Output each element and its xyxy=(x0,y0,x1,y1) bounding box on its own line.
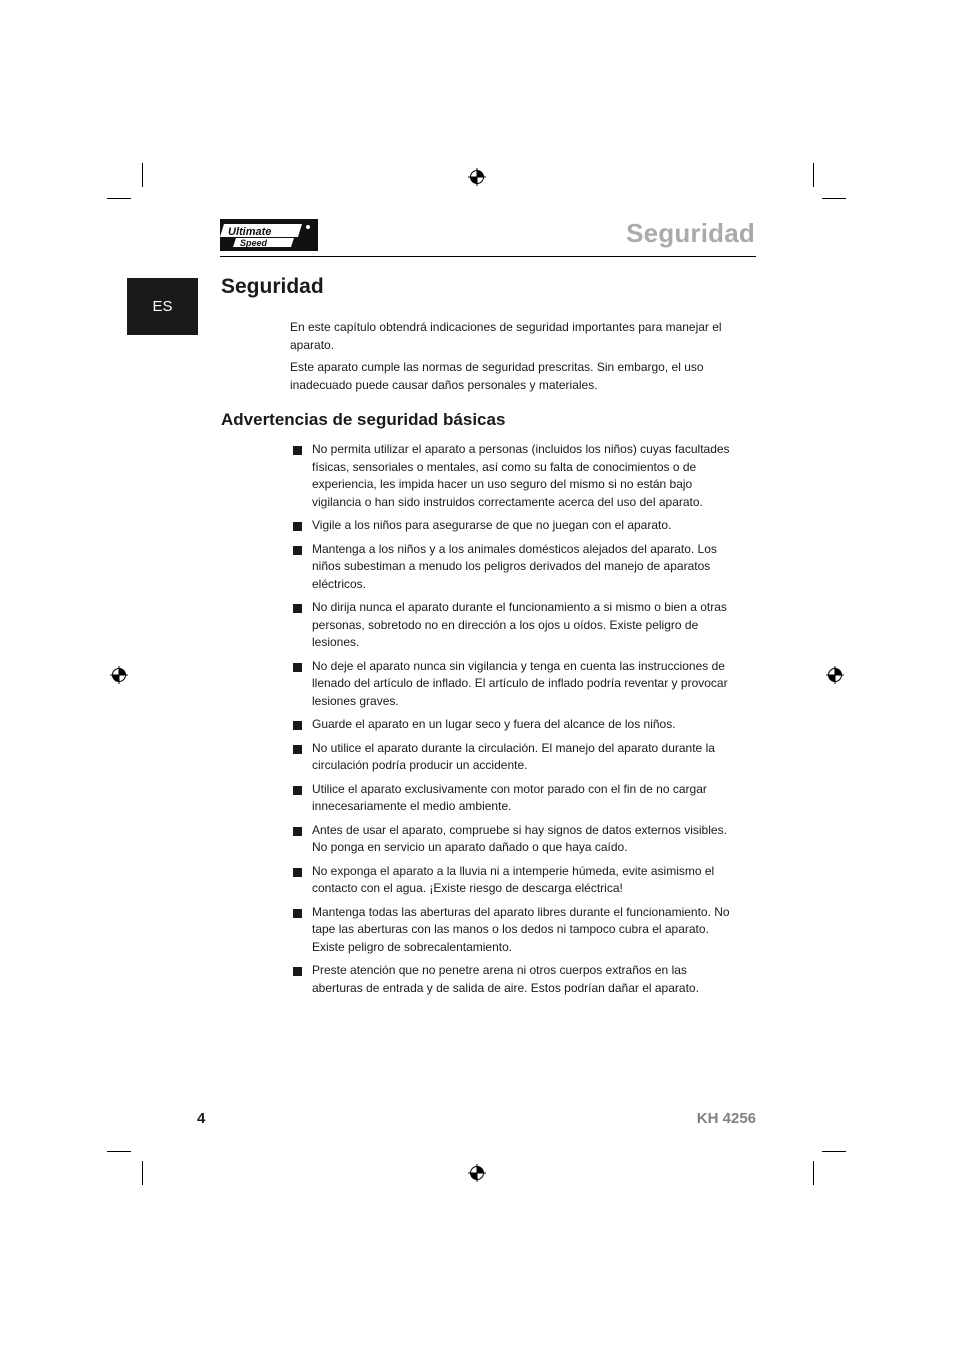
list-item-text: No utilice el aparato durante la circulación. El manejo del aparato durante la circulación podría producir un accidente. xyxy=(312,740,715,772)
square-bullet-icon xyxy=(293,663,302,672)
list-item xyxy=(290,716,730,734)
square-bullet-icon xyxy=(293,446,302,455)
crop-mark xyxy=(107,198,131,199)
list-item xyxy=(290,599,730,652)
page-number: 4 xyxy=(197,1110,206,1127)
list-item xyxy=(290,740,730,775)
crop-mark xyxy=(142,1161,143,1185)
intro-paragraph: Este aparato cumple las normas de seguridad prescritas. Sin embargo, el uso inadecuado puede causar daños personales y materiales. xyxy=(290,360,704,392)
crop-mark xyxy=(142,163,143,187)
model-number: KH 4256 xyxy=(696,1110,756,1127)
square-bullet-icon xyxy=(293,604,302,613)
registration-mark-icon xyxy=(826,666,844,684)
list-item-text: Preste atención que no penetre arena ni otros cuerpos extraños en las aberturas de entrada y de salida de aire. Estos podrían dañar el aparato. xyxy=(312,963,699,995)
ultimate-speed-logo xyxy=(220,219,318,251)
section-title: Seguridad xyxy=(221,275,324,298)
square-bullet-icon xyxy=(293,546,302,555)
intro-text xyxy=(290,319,730,399)
list-item xyxy=(290,863,730,898)
square-bullet-icon xyxy=(293,522,302,531)
square-bullet-icon xyxy=(293,721,302,730)
crop-mark xyxy=(822,1151,846,1152)
list-item xyxy=(290,822,730,857)
square-bullet-icon xyxy=(293,786,302,795)
list-item-text: Antes de usar el aparato, compruebe si hay signos de datos externos visibles. No ponga en servicio un aparato dañado o que haya caído. xyxy=(312,822,727,854)
header-title: Seguridad xyxy=(626,218,755,248)
list-item-text: Mantenga a los niños y a los animales domésticos alejados del aparato. Los niños subestiman a menudo los peligros derivados del manejo de aparatos eléctricos. xyxy=(312,541,717,591)
list-item-text: Vigile a los niños para asegurarse de que no juegan con el aparato. xyxy=(312,518,672,532)
square-bullet-icon xyxy=(293,967,302,976)
logo-text-bottom: Speed xyxy=(240,238,268,248)
list-item xyxy=(290,904,730,957)
list-item-text: Mantenga todas las aberturas del aparato libres durante el funcionamiento. No tape las aberturas con las manos o los dedos ni tampoco cubra el aparato. Existe peligro de sobrecalentamiento. xyxy=(312,904,730,954)
subsection-title: Advertencias de seguridad básicas xyxy=(221,410,506,429)
intro-paragraph: En este capítulo obtendrá indicaciones de seguridad importantes para manejar el aparato. xyxy=(290,320,722,352)
list-item xyxy=(290,517,730,535)
list-item xyxy=(290,781,730,816)
list-item xyxy=(290,658,730,711)
square-bullet-icon xyxy=(293,827,302,836)
list-item xyxy=(290,441,730,511)
square-bullet-icon xyxy=(293,745,302,754)
crop-mark xyxy=(813,163,814,187)
list-item-text: Guarde el aparato en un lugar seco y fuera del alcance de los niños. xyxy=(312,717,676,731)
crop-mark xyxy=(107,1151,131,1152)
square-bullet-icon xyxy=(293,868,302,877)
list-item-text: Utilice el aparato exclusivamente con motor parado con el fin de no cargar innecesariamente el medio ambiente. xyxy=(312,781,707,813)
square-bullet-icon xyxy=(293,909,302,918)
list-item-text: No permita utilizar el aparato a personas (incluidos los niños) cuyas facultades físicas, sensoriales o mentales, así como su falta de conocimientos o de experiencia, les impida hacer un uso seguro del mismo si no están bajo vigilancia o han sido instruidos correctamente acerca del uso del aparato. xyxy=(312,442,730,509)
logo-text-top: Ultimate xyxy=(228,226,272,238)
registration-mark-icon xyxy=(110,666,128,684)
list-item xyxy=(290,541,730,594)
registration-mark-icon xyxy=(468,168,486,186)
crop-mark xyxy=(822,198,846,199)
language-tab: ES xyxy=(127,278,198,335)
header-divider xyxy=(220,256,756,257)
list-item-text: No deje el aparato nunca sin vigilancia y tenga en cuenta las instrucciones de llenado del artículo de inflado. El artículo de inflado podría reventar y provocar lesiones graves. xyxy=(312,658,728,708)
list-item-text: No dirija nunca el aparato durante el funcionamiento a si mismo o bien a otras personas, sobretodo no en dirección a los ojos u oídos. Existe peligro de lesiones. xyxy=(312,600,727,649)
list-item-text: No exponga el aparato a la lluvia ni a intemperie húmeda, evite asimismo el contacto con el agua. ¡Existe riesgo de descarga eléctrica! xyxy=(312,863,715,895)
registration-mark-icon xyxy=(468,1164,486,1182)
crop-mark xyxy=(813,1161,814,1185)
list-item xyxy=(290,962,730,997)
safety-warnings-list xyxy=(290,441,730,1003)
